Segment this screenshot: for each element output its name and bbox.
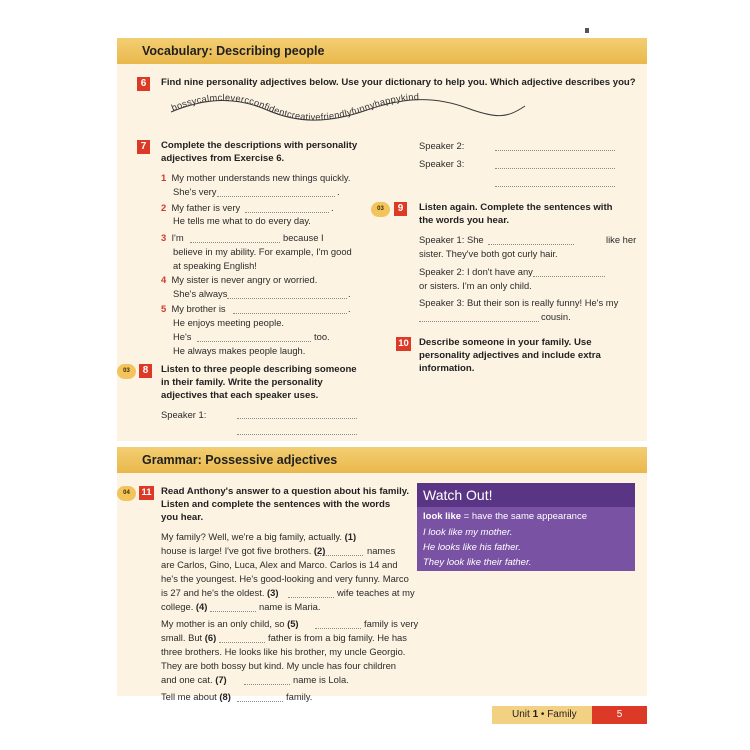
ex9-s1-start: Speaker 1: She: [419, 234, 484, 245]
text-line: small. But (6): [161, 632, 217, 643]
audio-track-badge[interactable]: 03: [371, 202, 390, 217]
watch-out-example: They look like their father.: [423, 557, 532, 568]
exercise-10-instruction-line2: personality adjectives and include extra: [419, 350, 601, 361]
item-5-line4: He always makes people laugh.: [173, 345, 306, 356]
audio-track-badge[interactable]: 03: [117, 364, 136, 379]
exercise-7-instruction-line1: Complete the descriptions with personality: [161, 140, 358, 151]
item-4: 4 My sister is never angry or worried.: [161, 274, 318, 285]
answer-line[interactable]: [495, 168, 615, 169]
exercise-number-10: 10: [396, 337, 411, 351]
item-1-period: .: [337, 186, 340, 197]
text-line: My mother is an only child, so (5): [161, 618, 299, 629]
workbook-page: [117, 0, 647, 750]
item-5: 5 My brother is: [161, 303, 226, 314]
text-line: is 27 and he's the oldest. (3): [161, 587, 279, 598]
text-line: Tell me about (8): [161, 691, 231, 702]
answer-line[interactable]: [533, 276, 605, 277]
answer-line[interactable]: [190, 242, 280, 243]
ex9-s3-start: Speaker 3: But their son is really funny! He's my: [419, 297, 619, 308]
item-1: 1 My mother understands new things quickly.: [161, 172, 351, 183]
answer-line[interactable]: [244, 684, 290, 685]
answer-line[interactable]: [288, 597, 334, 598]
item-4-line2: She's always: [173, 288, 228, 299]
exercise-10-instruction-line1: Describe someone in your family. Use: [419, 337, 592, 348]
answer-line[interactable]: [227, 298, 347, 299]
exercise-number-6: 6: [137, 77, 150, 91]
item-1-line2: She's very: [173, 186, 217, 197]
letter-chain: bossycalmclevercconfidentcreativefriendlyfunnyhappykind: [170, 92, 420, 123]
watch-out-example: He looks like his father.: [423, 542, 521, 553]
svg-text:bossycalmclevercconfidentcreat: [170, 92, 419, 122]
item-5-period: .: [348, 303, 351, 314]
answer-line[interactable]: [233, 313, 347, 314]
text-line: college. (4): [161, 601, 208, 612]
text-line: name is Maria.: [259, 601, 321, 612]
item-4-period: .: [348, 288, 351, 299]
item-5-line3: He's: [173, 331, 192, 342]
item-2: 2 My father is very: [161, 202, 241, 213]
page-footer: [492, 706, 647, 724]
answer-line[interactable]: [245, 212, 329, 213]
text-line: he's the youngest. He's good-looking and very funny. Marco: [161, 573, 409, 584]
answer-line[interactable]: [495, 150, 615, 151]
exercise-8-instruction-line2: in their family. Write the personality: [161, 377, 323, 388]
text-line: are Carlos, Gino, Luca, Alex and Marco. Carlos is 14 and: [161, 559, 398, 570]
ex9-s1-line2: sister. They've both got curly hair.: [419, 248, 558, 259]
audio-track-badge[interactable]: 04: [117, 486, 136, 501]
staple-mark: [585, 28, 589, 33]
answer-line[interactable]: [237, 418, 357, 419]
text-line: wife teaches at my: [337, 587, 415, 598]
ex9-s2-start: Speaker 2: I don't have any: [419, 266, 533, 277]
item-3: 3 I'm: [161, 232, 184, 243]
item-2-line2: He tells me what to do every day.: [173, 215, 311, 226]
answer-line[interactable]: [488, 244, 574, 245]
answer-line[interactable]: [210, 611, 256, 612]
exercise-7-instruction-line2: adjectives from Exercise 6.: [161, 153, 285, 164]
exercise-number-8: 8: [139, 364, 152, 378]
item-5-too: too.: [314, 331, 330, 342]
speaker-3-label: Speaker 3:: [419, 158, 465, 169]
ex9-s3-end: cousin.: [541, 311, 571, 322]
text-line: house is large! I've got five brothers. (2): [161, 545, 326, 556]
exercise-8-instruction-line1: Listen to three people describing someone: [161, 364, 357, 375]
answer-line[interactable]: [315, 628, 361, 629]
speaker-1-label: Speaker 1:: [161, 409, 207, 420]
item-3-line2: believe in my ability. For example, I'm good: [173, 246, 352, 257]
answer-line[interactable]: [197, 341, 311, 342]
letter-wave: [167, 92, 527, 126]
text-line: father is from a big family. He has: [268, 632, 407, 643]
text-line: names: [367, 545, 396, 556]
text-line: name is Lola.: [293, 674, 349, 685]
text-line: My family? Well, we're a big family, actually. (1): [161, 531, 357, 542]
exercise-11-instruction-line2: Listen and complete the sentences with the words: [161, 499, 391, 510]
exercise-9-instruction-line2: the words you hear.: [419, 215, 510, 226]
exercise-number-11: 11: [139, 486, 154, 500]
text-line: family.: [286, 691, 313, 702]
item-5-line2: He enjoys meeting people.: [173, 317, 285, 328]
exercise-6-instruction: Find nine personality adjectives below. Use your dictionary to help you. Which adjective describes you?: [161, 77, 636, 88]
exercise-number-9: 9: [394, 202, 407, 216]
answer-line[interactable]: [219, 642, 265, 643]
unit-label: Unit 1 • Family: [512, 709, 577, 720]
exercise-9-instruction-line1: Listen again. Complete the sentences with: [419, 202, 613, 213]
watch-out-title: Watch Out!: [417, 483, 635, 507]
section-title-grammar: Grammar: Possessive adjectives: [117, 447, 647, 473]
item-3-line3: at speaking English!: [173, 260, 257, 271]
answer-line[interactable]: [495, 186, 615, 187]
exercise-11-instruction-line1: Read Anthony's answer to a question about his family.: [161, 486, 410, 497]
section-title-vocabulary: Vocabulary: Describing people: [117, 38, 647, 64]
text-line: and one cat. (7): [161, 674, 227, 685]
answer-line[interactable]: [419, 321, 539, 322]
page-number: 5: [592, 706, 647, 724]
item-2-period: .: [331, 202, 334, 213]
exercise-8-instruction-line3: adjectives that each speaker uses.: [161, 390, 319, 401]
exercise-10-instruction-line3: information.: [419, 363, 475, 374]
answer-line[interactable]: [217, 196, 335, 197]
watch-out-box: [417, 483, 635, 571]
text-line: three brothers. He looks like his brother, my uncle Georgio.: [161, 646, 406, 657]
exercise-number-7: 7: [137, 140, 150, 154]
exercise-11-instruction-line3: you hear.: [161, 512, 204, 523]
item-3-because: because I: [283, 232, 324, 243]
answer-line[interactable]: [237, 434, 357, 435]
speaker-2-label: Speaker 2:: [419, 140, 465, 151]
watch-out-definition: look like = have the same appearance: [423, 511, 587, 522]
ex9-s2-line2: or sisters. I'm an only child.: [419, 280, 532, 291]
watch-out-example: I look like my mother.: [423, 527, 513, 538]
text-line: They are both bossy but kind. My uncle has four children: [161, 660, 397, 671]
text-line: family is very: [364, 618, 419, 629]
ex9-s1-end: like her: [606, 234, 637, 245]
answer-line[interactable]: [317, 555, 363, 556]
answer-line[interactable]: [237, 701, 283, 702]
